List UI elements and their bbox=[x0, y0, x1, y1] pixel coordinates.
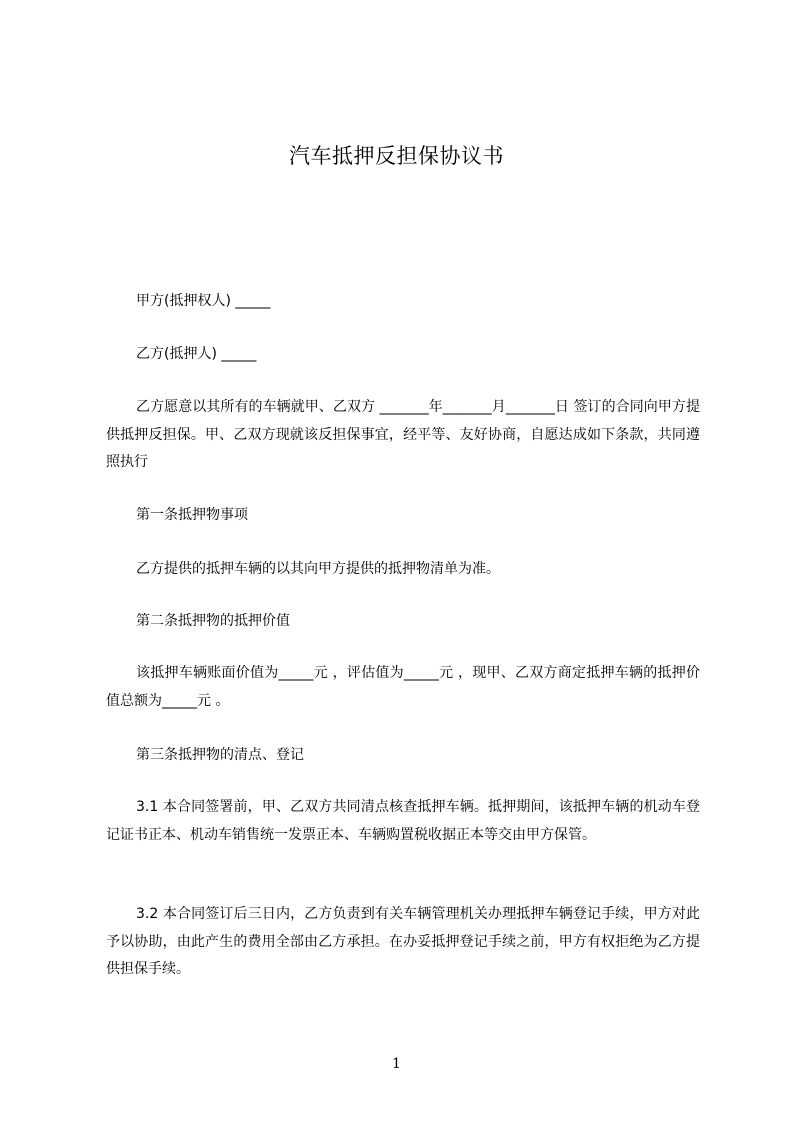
document-title: 汽车抵押反担保协议书 bbox=[289, 144, 504, 168]
article-1-heading: 第一条抵押物事项 bbox=[136, 507, 248, 523]
intro-paragraph: 乙方愿意以其所有的车辆就甲、乙双方 _______年_______月_______日 签订的合同向甲方提供抵押反担保。甲、乙双方现就该反担保事宜，经平等、友好协商，自愿达成如下条款，共同遵照执行 bbox=[106, 399, 700, 470]
party-a-line: 甲方(抵押权人) _____ bbox=[136, 293, 271, 309]
clause-3-1: 3.1 本合同签署前，甲、乙双方共同清点核查抵押车辆。抵押期间，该抵押车辆的机动车登记证书正本、机动车销售统一发票正本、车辆购置税收据正本等交由甲方保管。 bbox=[106, 799, 700, 843]
party-b-line: 乙方(抵押人) _____ bbox=[136, 346, 257, 362]
article-2-heading: 第二条抵押物的抵押价值 bbox=[136, 613, 290, 629]
clause-3-2: 3.2 本合同签订后三日内，乙方负责到有关车辆管理机关办理抵押车辆登记手续，甲方对此予以协助，由此产生的费用全部由乙方承担。在办妥抵押登记手续之前，甲方有权拒绝为乙方提供担保手续。 bbox=[106, 906, 700, 977]
page-number: 1 bbox=[392, 1056, 401, 1072]
article-3-heading: 第三条抵押物的清点、登记 bbox=[136, 747, 304, 763]
article-2-body: 该抵押车辆账面价值为_____元 ，评估值为_____元 ，现甲、乙双方商定抵押车辆的抵押价值总额为_____元 。 bbox=[106, 665, 700, 709]
article-1-body: 乙方提供的抵押车辆的以其向甲方提供的抵押物清单为准。 bbox=[136, 561, 500, 577]
